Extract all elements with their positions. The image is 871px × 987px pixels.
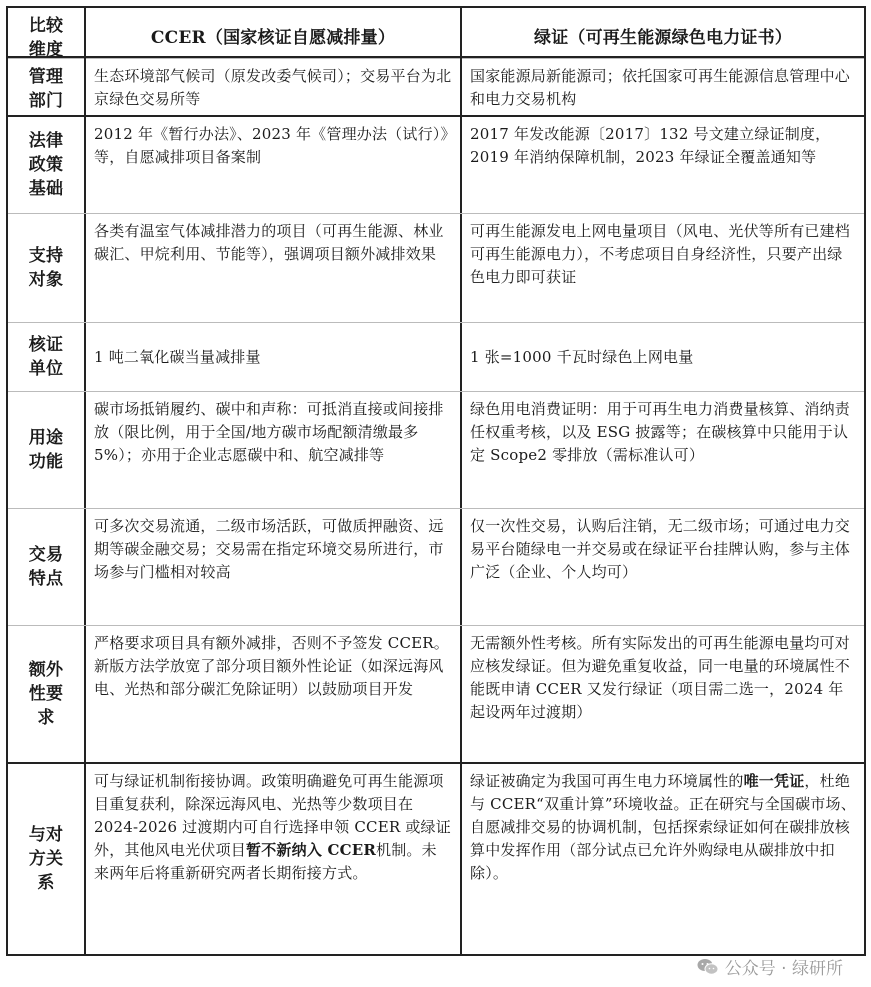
gec-relationship-text-1: 绿证被确定为我国可再生电力环境属性的 [470,772,744,790]
gec-cell: 1 张=1000 千瓦时绿色上网电量 [470,347,694,366]
header-ccer: CCER（国家核证自愿减排量） [86,8,462,68]
ccer-cell: 生态环境部气候司（原发改委气候司）；交易平台为北京绿色交易所等 [86,59,462,119]
row-label: 用途功能 [8,392,86,508]
gec-relationship-text-2: ，杜绝与 CCER“双重计算”环境收益。正在研究与全国碳市场、自愿减排交易的协调机制，包括探索绿证如何在碳排放核算中发挥作用（部分试点已允许外购绿电从碳排放中扣除）。 [470,772,856,882]
ccer-cell: 可多次交易流通，二级市场活跃，可做质押融资、远期等碳金融交易；交易需在指定环境交易所进行，市场参与门槛相对较高 [86,509,462,625]
table-row-legal-basis [8,115,864,213]
row-label: 支持对象 [8,214,86,322]
header-dimension: 比较维度 [8,8,86,68]
ccer-cell: 1 吨二氧化碳当量减排量 [86,323,462,391]
table-row-management [8,58,864,115]
table-row-additionality [8,625,864,762]
row-label: 核证单位 [8,323,86,391]
ccer-cell: 2012 年《暂行办法》、2023 年《管理办法（试行）》等，自愿减排项目备案制 [86,117,462,213]
ccer-cell: 严格要求项目具有额外减排，否则不予签发 CCER。新版方法学放宽了部分项目额外性论证（如深远海风电、光热和部分碳汇免除证明）以鼓励项目开发 [86,626,462,762]
watermark-text: 公众号 · 绿研所 [724,959,843,979]
row-label: 与对方关系 [8,764,86,954]
gec-cell: 国家能源局新能源司；依托国家可再生能源信息管理中心和电力交易机构 [470,67,851,108]
row-label: 额外性要求 [8,626,86,762]
ccer-cell: 碳市场抵销履约、碳中和声称：可抵消直接或间接排放（限比例，用于全国/地方碳市场配额清缴最多 5%）；亦用于企业志愿碳中和、航空减排等 [86,392,462,508]
ccer-cell [86,764,462,954]
comparison-table [6,6,866,956]
ccer-relationship-text-1: 可与绿证机制衔接协调。政策明确避免可再生能源项目重复获利，除深远海风电、光热等少数项目在 2024-2026 过渡期内可自行选择申领 CCER 或绿证外，其他风电光伏项目 [94,772,451,859]
gec-cell: 2017 年发改能源〔2017〕132 号文建立绿证制度，2019 年消纳保障机制，2023 年绿证全覆盖通知等 [470,125,831,166]
table-row-trading [8,508,864,625]
table-header-row [8,8,864,58]
gec-cell: 无需额外性考核。所有实际发出的可再生能源电量均可对应核发绿证。但为避免重复收益，同一电量的环境属性不能既申请 CCER 又发行绿证（项目需二选一，2024 年起设两年过渡期） [470,634,851,721]
ccer-relationship-emphasis: 暂不新纳入 CCER [246,841,377,859]
row-label: 交易特点 [8,509,86,625]
table-row-relationship [8,762,864,954]
gec-cell: 仅一次性交易，认购后注销，无二级市场；可通过电力交易平台随绿电一并交易或在绿证平台挂牌认购，参与主体广泛（企业、个人均可） [470,517,851,581]
gec-relationship-emphasis: 唯一凭证 [743,772,805,790]
table-row-unit [8,322,864,391]
ccer-relationship-text-2: 机制。未来两年后将重新研究两者长期衔接方式。 [94,841,437,882]
wechat-icon [697,958,719,976]
ccer-cell: 各类有温室气体减排潜力的项目（可再生能源、林业碳汇、甲烷利用、节能等），强调项目额外减排效果 [86,214,462,322]
row-label: 法律政策基础 [8,117,86,213]
table-row-support-target [8,213,864,322]
gec-cell [462,764,864,954]
watermark [697,954,843,979]
gec-cell: 可再生能源发电上网电量项目（风电、光伏等所有已建档可再生能源电力），不考虑项目自身经济性，只要产出绿色电力即可获证 [470,222,851,286]
gec-cell: 绿色用电消费证明：用于可再生电力消费量核算、消纳责任权重考核，以及 ESG 披露等；在碳核算中只能用于认定 Scope2 零排放（需标准认可） [470,400,851,464]
row-label: 管理部门 [8,59,86,119]
table-row-usage [8,391,864,508]
header-green-certificate: 绿证（可再生能源绿色电力证书） [534,27,792,48]
